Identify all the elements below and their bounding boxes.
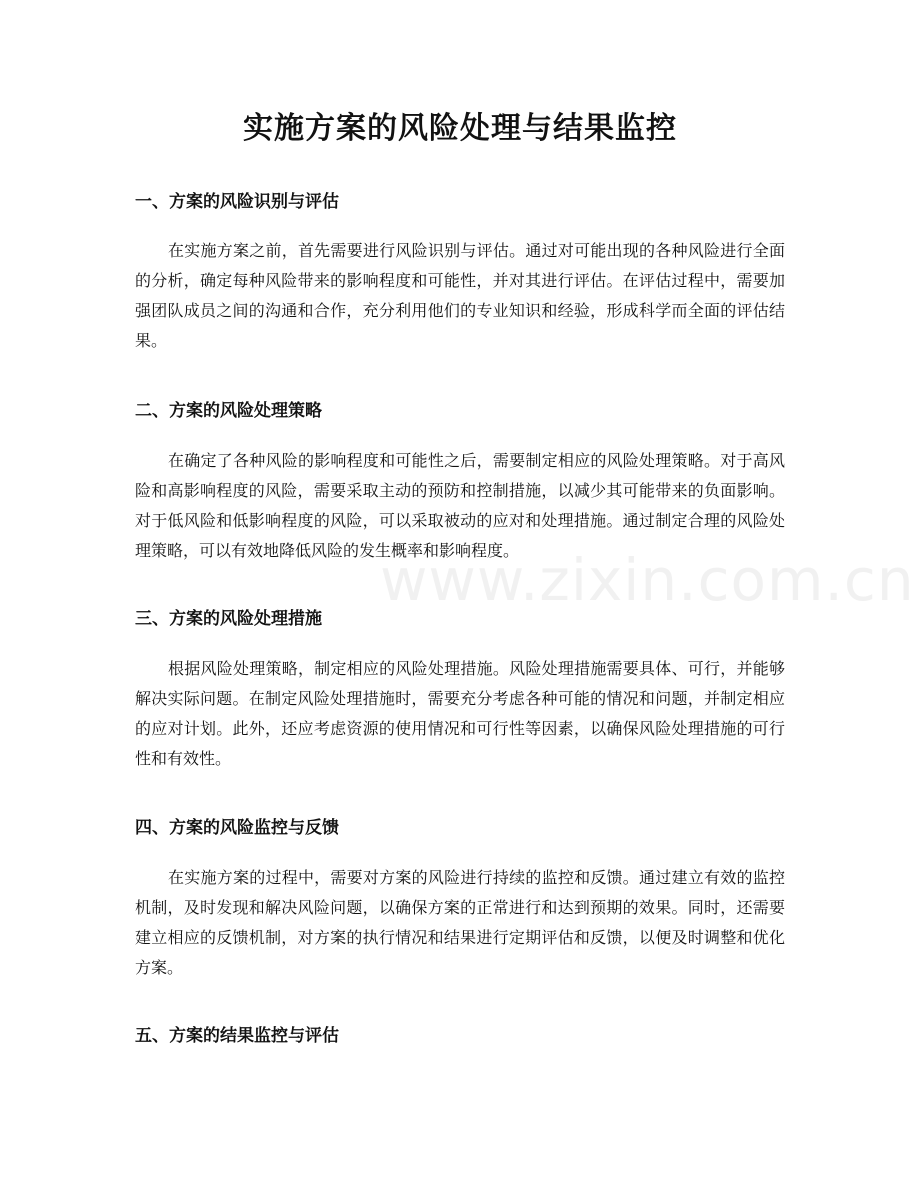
section-paragraph-4: 在实施方案的过程中，需要对方案的风险进行持续的监控和反馈。通过建立有效的监控机制，及时发现和解决风险问题，以确保方案的正常进行和达到预期的效果。同时，还需要建立相应的反馈机制，对方案的执行情况和结果进行定期评估和反馈，以便及时调整和优化方案。 [135,868,785,977]
section-paragraph-1: 在实施方案之前，首先需要进行风险识别与评估。通过对可能出现的各种风险进行全面的分析，确定每种风险带来的影响程度和可能性，并对其进行评估。在评估过程中，需要加强团队成员之间的沟通和合作，充分利用他们的专业知识和经验，形成科学而全面的评估结果。 [135,241,785,350]
page-title: 实施方案的风险处理与结果监控 [243,111,677,146]
section-heading-1: 一、方案的风险识别与评估 [135,192,339,212]
section-heading-5: 五、方案的结果监控与评估 [135,1026,339,1046]
section-paragraph-2: 在确定了各种风险的影响程度和可能性之后，需要制定相应的风险处理策略。对于高风险和高影响程度的风险，需要采取主动的预防和控制措施，以减少其可能带来的负面影响。对于低风险和低影响程度的风险，可以采取被动的应对和处理措施。通过制定合理的风险处理策略，可以有效地降低风险的发生概率和影响程度。 [135,451,785,560]
watermark-text: www.zixin.com.cn [380,546,915,614]
section-heading-2: 二、方案的风险处理策略 [135,401,322,421]
section-heading-3: 三、方案的风险处理措施 [135,609,322,629]
section-heading-4: 四、方案的风险监控与反馈 [135,818,339,838]
section-paragraph-3: 根据风险处理策略，制定相应的风险处理措施。风险处理措施需要具体、可行，并能够解决实际问题。在制定风险处理措施时，需要充分考虑各种可能的情况和问题，并制定相应的应对计划。此外，还应考虑资源的使用情况和可行性等因素，以确保风险处理措施的可行性和有效性。 [135,659,785,768]
